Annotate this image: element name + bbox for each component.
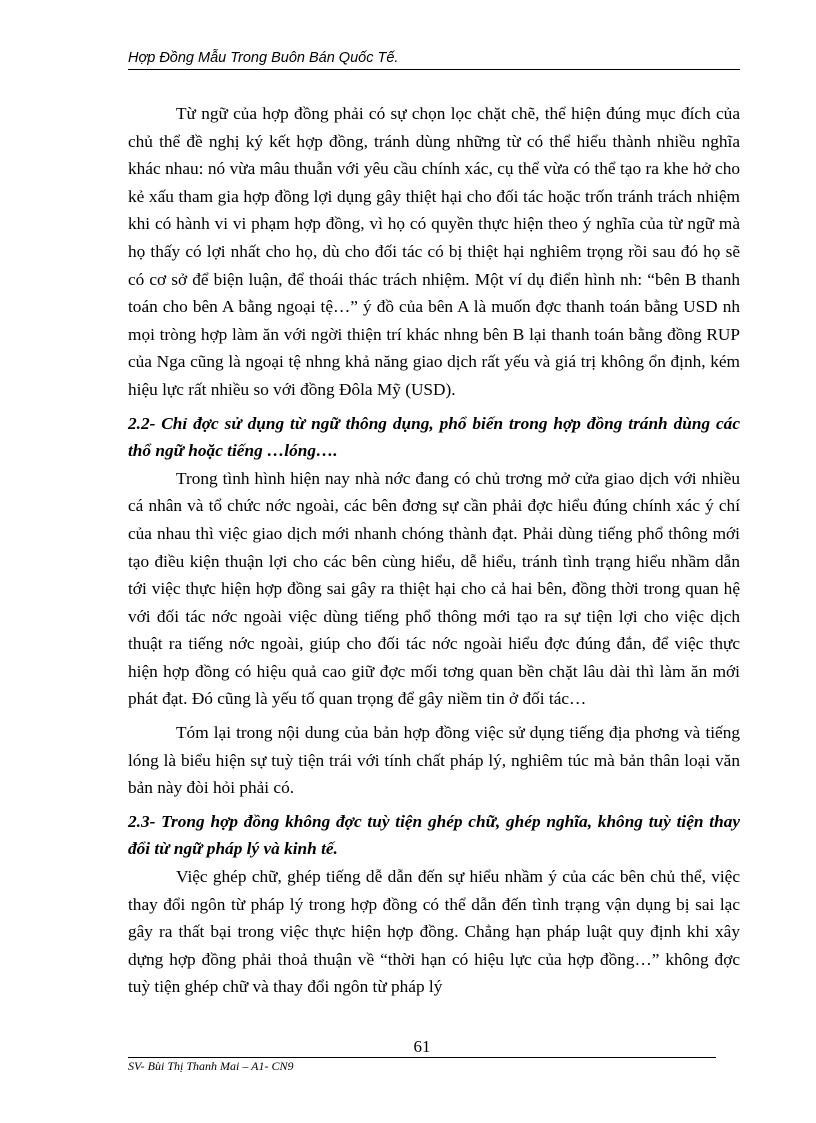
- footer-author: SV- Bùi Thị Thanh Mai – A1- CN9: [128, 1059, 294, 1073]
- page-body: [128, 100, 740, 1001]
- page-number: 61: [128, 1037, 716, 1058]
- paragraph-summary: Tóm lại trong nội dung của bản hợp đồng việc sử dụng tiếng địa phơng và tiếng lóng là biểu hiện sự tuỳ tiện trái với tính chất pháp lý, nghiêm túc mà bản thân loại văn bản này đòi hỏi phải có.: [128, 723, 740, 798]
- paragraph-common-language: Trong tình hình hiện nay nhà nớc đang có chủ trơng mở cửa giao dịch với nhiều cá nhân và tổ chức nớc ngoài, các bên đơng sự cần phải đợc hiểu đúng chính xác ý chí của nhau thì việc giao dịch mới nhanh chóng thành đạt. Phải dùng tiếng phổ thông mới tạo điều kiện thuận lợi cho các bên cùng hiểu, dễ hiểu, tránh tình trạng hiểu nhầm dẫn tới việc thực hiện hợp đồng sai gây ra thiệt hại cho cả hai bên, đồng thời trong quan hệ với đối tác nớc ngoài việc dùng tiếng phổ thông mới tạo ra sự tiện lợi cho việc dịch thuật ra tiếng nớc ngoài, giúp cho đối tác nớc ngoài hiểu đợc đúng đắn, để việc thực hiện hợp đồng có hiệu quả cao giữ đợc mối tơng quan bền chặt lâu dài thì làm ăn mới phát đạt. Đó cũng là yếu tố quan trọng để gây niềm tin ở đối tác…: [128, 468, 740, 709]
- section-heading-2-3: 2.3- Trong hợp đồng không đợc tuỳ tiện ghép chữ, ghép nghĩa, không tuỳ tiện thay đổi từ ngữ pháp lý và kinh tế.: [128, 811, 740, 859]
- paragraph-word-combining: Việc ghép chữ, ghép tiếng dễ dẫn đến sự hiểu nhầm ý của các bên chủ thể, việc thay đổi ngôn từ pháp lý trong hợp đồng có thể dẫn đến tình trạng vận dụng bị sai lạc gây ra thất bại trong việc thực hiện hợp đồng. Chẳng hạn pháp luật quy định khi xây dựng hợp đồng phải thoả thuận về “thời hạn có hiệu lực của hợp đồng…” không đợc tuỳ tiện ghép chữ và thay đổi ngôn từ pháp lý: [128, 867, 740, 997]
- section-heading-2-2: 2.2- Chỉ đợc sử dụng từ ngữ thông dụng, phổ biến trong hợp đồng tránh dùng các thổ ngữ hoặc tiếng …lóng….: [128, 413, 740, 461]
- paragraph-contract-wording: Từ ngữ của hợp đồng phải có sự chọn lọc chặt chẽ, thể hiện đúng mục đích của chủ thể đề nghị ký kết hợp đồng, tránh dùng những từ có thể hiểu thành nhiều nghĩa khác nhau: nó vừa mâu thuẫn với yêu cầu chính xác, cụ thể vừa có thể tạo ra khe hở cho kẻ xấu tham gia hợp đồng lợi dụng gây thiệt hại cho đối tác hoặc trốn tránh trách nhiệm khi có hành vi vi phạm hợp đồng, vì họ có quyền thực hiện theo ý nghĩa của từ ngữ mà họ thấy có lợi nhất cho họ, dù cho đối tác có bị thiệt hại nghiêm trọng rồi sau đó họ sẽ có cơ sở để biện luận, để thoái thác trách nhiệm. Một ví dụ điển hình nh: “bên B thanh toán cho bên A bằng ngoại tệ…” ý đồ của bên A là muốn đợc thanh toán bằng USD nh mọi tròng hợp làm ăn với ngời thiện trí khác nhng bên B lại thanh toán bằng đồng RUP của Nga cũng là ngoại tệ nhng khả năng giao dịch rất yếu và giá trị không ổn định, kém hiệu lực rất nhiều so với đồng Đôla Mỹ (USD).: [128, 104, 740, 399]
- running-header: Hợp Đồng Mẫu Trong Buôn Bán Quốc Tế.: [128, 48, 740, 70]
